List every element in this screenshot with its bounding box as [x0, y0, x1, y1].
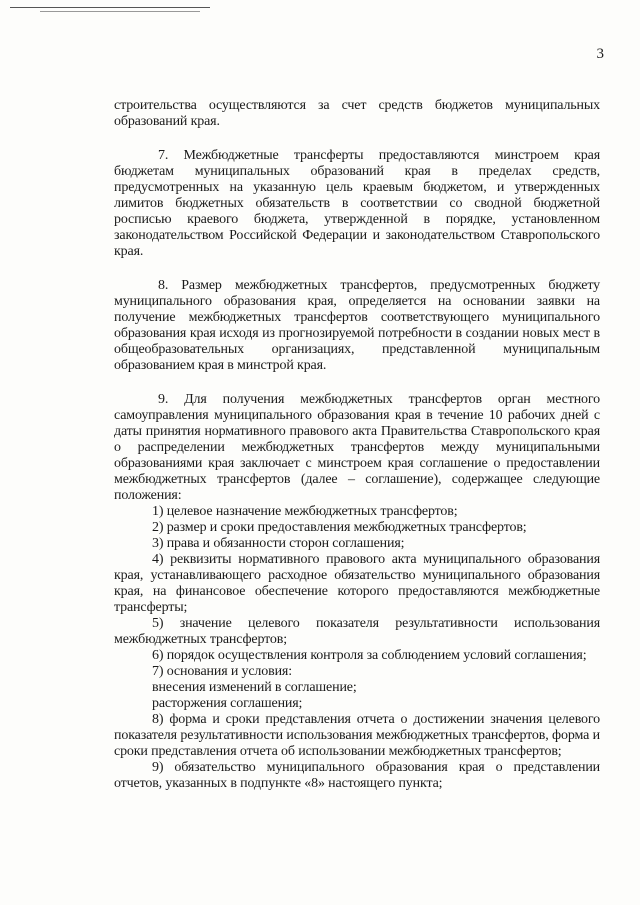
list-subitem: расторжения соглашения; [152, 696, 303, 711]
paragraph-7: 7. Межбюджетные трансферты предоставляются минстроем края бюджетам муниципальных образований края в пределах средств, предусмотренных на указанную цель краевым бюджетом, и утвержденных лимитов бюджетных обязательств в соответствии со сводной бюджетной росписью краевого бюджета, утвержденной в порядке, установленном законодательством Российской Федерации и законодательством Ставропольского края. [114, 148, 600, 259]
list-item: 5) значение целевого показателя результативности использования межбюджетных трансфертов; [114, 616, 600, 647]
list-subitem: внесения изменений в соглашение; [152, 680, 357, 695]
paragraph-8: 8. Размер межбюджетных трансфертов, предусмотренных бюджету муниципального образования края, определяется на основании заявки на получение межбюджетных трансфертов соответствующего муниципального образования края исходя из прогнозируемой потребности в создании новых мест в общеобразовательных организациях, представленной муниципальным образованием края в минстрой края. [114, 278, 600, 373]
list-item: 3) права и обязанности сторон соглашения; [152, 536, 405, 551]
paragraph-9: 9. Для получения межбюджетных трансфертов орган местного самоуправления муниципального образования края в течение 10 рабочих дней с даты принятия нормативного правового акта Правительства Ставропольского края о распределении межбюджетных трансфертов между муниципальными образованиями края заключает с минстроем края соглашение о предоставлении межбюджетных трансфертов (далее – соглашение), содержащее следующие положения: [114, 392, 600, 503]
list-item: 7) основания и условия: [152, 664, 292, 679]
list-item: 4) реквизиты нормативного правового акта муниципального образования края, устанавливающего расходное обязательство муниципального образования края, на финансовое обеспечение которого предоставляются межбюджетные трансферты; [114, 552, 600, 615]
header-rule-secondary [40, 11, 200, 12]
document-body [114, 98, 600, 792]
list-item: 2) размер и сроки предоставления межбюджетных трансфертов; [152, 520, 527, 535]
header-rule [10, 7, 210, 8]
list-item: 1) целевое назначение межбюджетных трансфертов; [152, 504, 458, 519]
list-item: 9) обязательство муниципального образования края о представлении отчетов, указанных в подпункте «8» настоящего пункта; [114, 760, 600, 791]
page-number: 3 [596, 46, 604, 62]
list-item: 8) форма и сроки представления отчета о достижении значения целевого показателя результативности использования межбюджетных трансфертов, форма и сроки представления отчета об использовании межбюджетных трансфертов; [114, 712, 600, 759]
list-item: 6) порядок осуществления контроля за соблюдением условий соглашения; [152, 648, 587, 663]
provisions-list [114, 504, 600, 792]
continuation-paragraph: строительства осуществляются за счет средств бюджетов муниципальных образований края. [114, 98, 600, 129]
